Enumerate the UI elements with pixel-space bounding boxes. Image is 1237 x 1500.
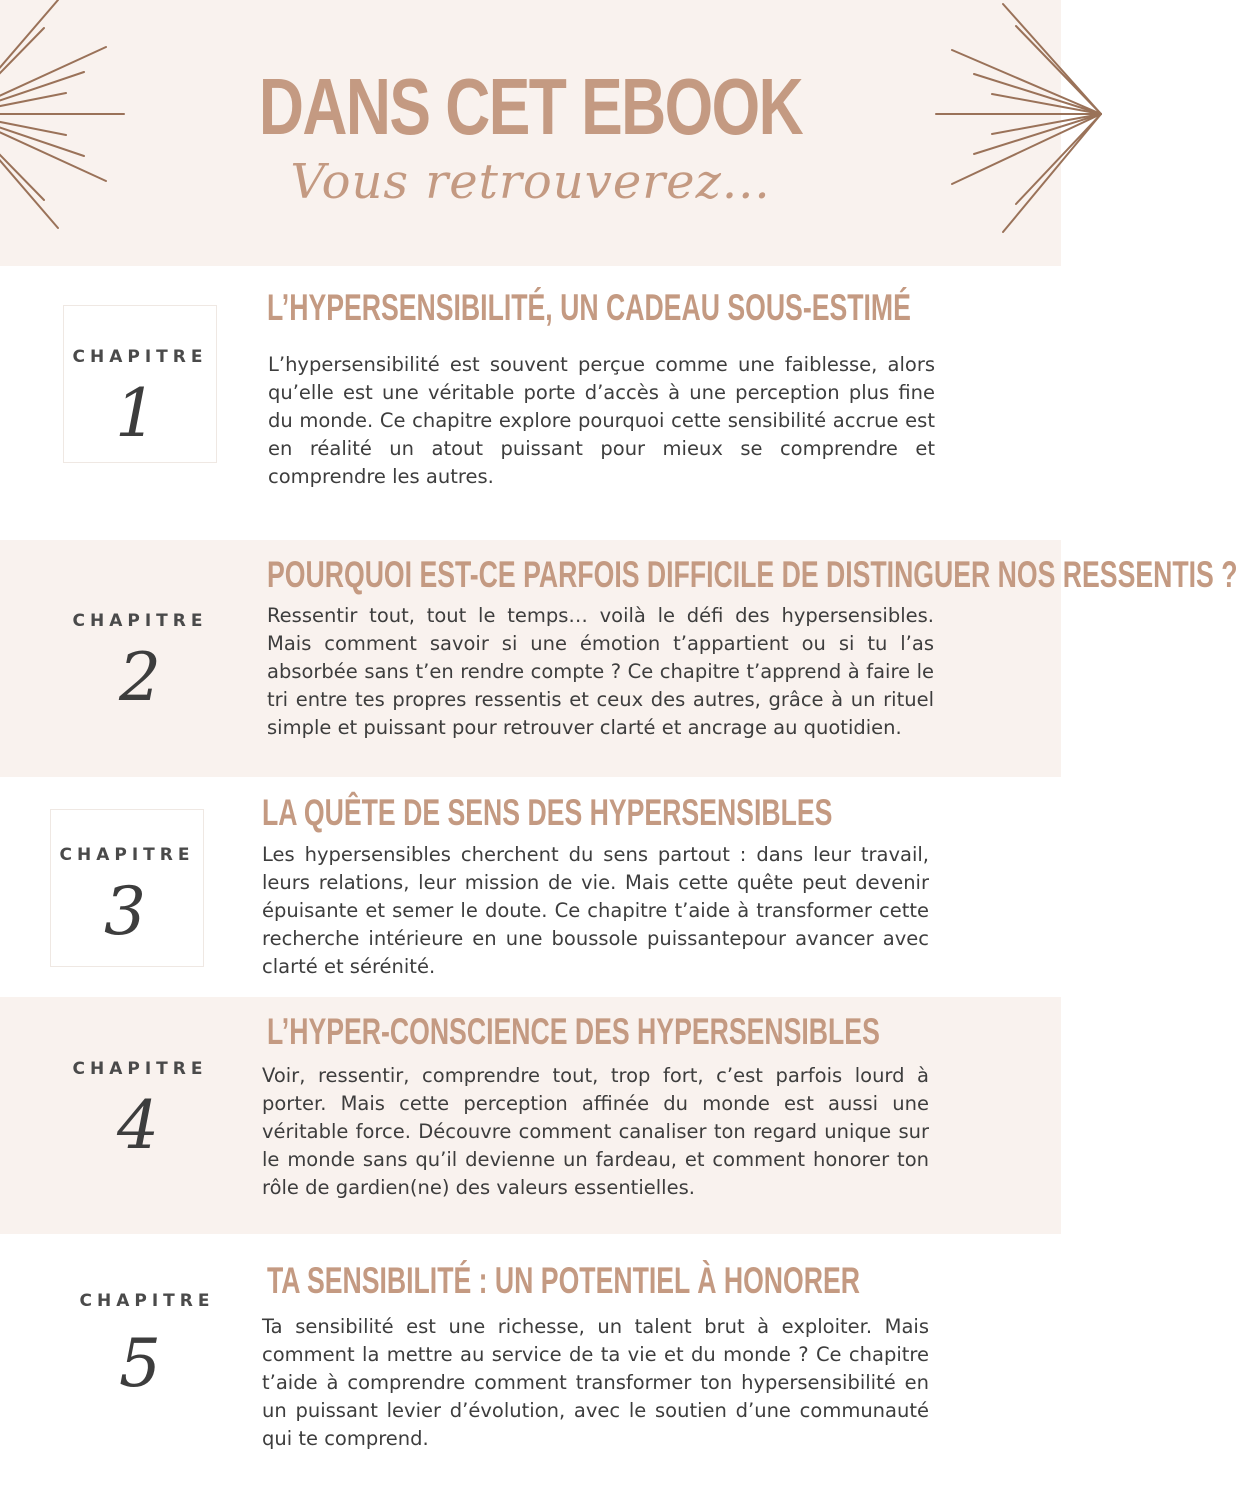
chapter-description: L’hypersensibilité est souvent perçue comme une faiblesse, alors qu’elle est une véritable porte d’accès à une perception plus fine du monde. Ce chapitre explore pourquoi cette sensibilité accrue est en réalité un atout puissant pour mieux se comprendre et comprendre les autres.: [268, 353, 935, 488]
chapter-number: 3: [104, 873, 146, 950]
page-subtitle: Vous retrouverez...: [290, 154, 771, 210]
chapter-label: CHAPITRE: [72, 611, 208, 631]
chapter-label: CHAPITRE: [72, 1059, 208, 1079]
chapter-title: L’HYPERSENSIBILITÉ, UN CADEAU SOUS-ESTIMÉ: [267, 287, 911, 328]
chapter-label: CHAPITRE: [59, 845, 195, 865]
chapter-description: Les hypersensibles cherchent du sens partout : dans leur travail, leurs relations, leur mission de vie. Mais cette quête peut devenir épuisante et semer le doute. Ce chapitre t’aide à transformer cette recherche intérieure en une boussole puissantepour avancer avec clarté et sérénité.: [262, 843, 929, 978]
chapter-label: CHAPITRE: [72, 347, 208, 367]
chapter-section-4: [0, 997, 1061, 1234]
chapter-label: CHAPITRE: [79, 1291, 215, 1311]
chapter-title: POURQUOI EST-CE PARFOIS DIFFICILE DE DISTINGUER NOS RESSENTIS ?: [267, 554, 1237, 595]
chapter-number: 5: [119, 1325, 161, 1402]
chapter-section-3: [0, 777, 1061, 997]
chapter-number: 2: [119, 639, 161, 716]
chapter-description: Voir, ressentir, comprendre tout, trop fort, c’est parfois lourd à porter. Mais cette perception affinée du monde est aussi une véritable force. Découvre comment canaliser ton regard unique sur le monde sans qu’il devienne un fardeau, et comment honorer ton rôle de gardien(ne) des valeurs essentielles.: [262, 1064, 929, 1199]
chapter-number: 4: [117, 1087, 159, 1164]
chapter-title: L’HYPER-CONSCIENCE DES HYPERSENSIBLES: [267, 1011, 880, 1052]
chapter-title: TA SENSIBILITÉ : UN POTENTIEL À HONORER: [267, 1260, 861, 1301]
chapter-section-1: [0, 266, 1061, 538]
chapter-section-2: [0, 540, 1237, 777]
chapter-number: 1: [115, 375, 157, 452]
header: [0, 0, 1061, 266]
chapter-description: Ressentir tout, tout le temps… voilà le défi des hypersensibles. Mais comment savoir si une émotion t’appartient ou si tu l’as absorbée sans t’en rendre compte ? Ce chapitre t’apprend à faire le tri entre tes propres ressentis et ceux des autres, grâce à un rituel simple et puissant pour retrouver clarté et ancrage au quotidien.: [267, 604, 934, 739]
chapter-description: Ta sensibilité est une richesse, un talent brut à exploiter. Mais comment la mettre au service de ta vie et du monde ? Ce chapitre t’aide à comprendre comment transformer ton hypersensibilité en un puissant levier d’évolution, avec le soutien d’une communauté qui te comprend.: [262, 1315, 929, 1450]
chapter-section-5: [0, 1234, 1061, 1500]
chapter-title: LA QUÊTE DE SENS DES HYPERSENSIBLES: [262, 792, 833, 833]
page-title: DANS CET EBOOK: [258, 62, 803, 151]
